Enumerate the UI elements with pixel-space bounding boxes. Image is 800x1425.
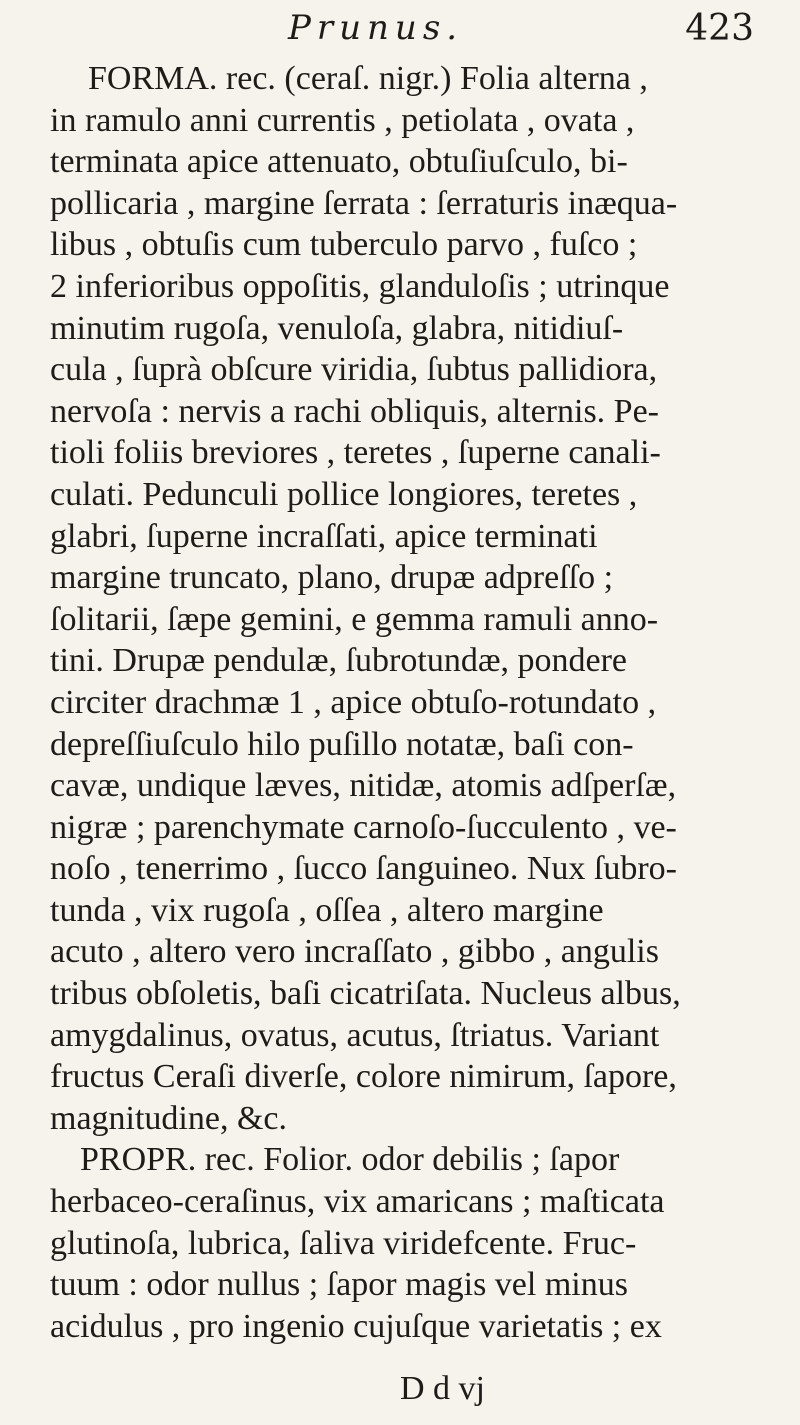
text-line: tuum : odor nullus ; ſapor magis vel minus (50, 1266, 628, 1304)
text-line: cavæ, undique læves, nitidæ, atomis adſperſæ, (50, 767, 677, 805)
text-line: culati. Pedunculi pollice longiores, teretes , (50, 475, 638, 513)
text-line: cula , ſuprà obſcure viridia, ſubtus pallidiora, (50, 351, 658, 389)
text-line: tunda , vix rugoſa , oſſea , altero margine (50, 891, 604, 929)
signature-mark: D d vj (400, 1370, 485, 1407)
running-title: Prunus. (288, 8, 464, 48)
text-line: pollicaria , margine ſerrata : ſerraturis inæqua- (50, 184, 678, 222)
text-line: nervoſa : nervis a rachi obliquis, alternis. Pe- (50, 392, 659, 430)
text-line: circiter drachmæ 1 , apice obtuſo-rotundato , (50, 683, 657, 721)
text-line: terminata apice attenuato, obtuſiuſculo, bi- (50, 143, 628, 181)
text-line: tribus obſoletis, baſi cicatriſata. Nucleus albus, (50, 975, 681, 1013)
text-line: minutim rugoſa, venuloſa, glabra, nitidiuſ- (50, 309, 624, 347)
text-line: acuto , altero vero incraſſato , gibbo , angulis (50, 933, 659, 971)
text-line: tioli foliis breviores , teretes , ſuperne canali- (50, 434, 661, 472)
text-line: tini. Drupæ pendulæ, ſubrotundæ, pondere (50, 642, 628, 680)
text-line: acidulus , pro ingenio cujuſque varietatis ; ex (50, 1307, 662, 1345)
text-line: fructus Ceraſi diverſe, colore nimirum, ſapore, (50, 1058, 677, 1096)
text-line: noſo , tenerrimo , ſucco ſanguineo. Nux ſubro- (50, 850, 677, 888)
text-line: 2 inferioribus oppoſitis, glanduloſis ; utrinque (50, 267, 670, 305)
text-line: glabri, ſuperne incraſſati, apice terminati (50, 517, 598, 555)
body-text (50, 58, 790, 1347)
text-line: herbaceo-ceraſinus, vix amaricans ; maſticata (50, 1183, 665, 1221)
text-line: nigræ ; parenchymate carnoſo-ſucculento , ve- (50, 808, 677, 846)
text-line: in ramulo anni currentis , petiolata , ovata , (50, 101, 635, 139)
text-line: depreſſiuſculo hilo puſillo notatæ, baſi con- (50, 725, 634, 763)
text-line: ſolitarii, ſæpe gemini, e gemma ramuli anno- (50, 600, 659, 638)
text-line: PROPR. rec. Folior. odor debilis ; ſapor (80, 1141, 620, 1179)
page-header (60, 6, 760, 64)
text-line: margine truncato, plano, drupæ adpreſſo ; (50, 559, 614, 597)
text-line: FORMA. rec. (ceraſ. nigr.) Folia alterna , (88, 60, 648, 97)
text-line: amygdalinus, ovatus, acutus, ſtriatus. Variant (50, 1016, 660, 1054)
text-line: magnitudine, &c. (50, 1099, 288, 1137)
text-line: libus , obtuſis cum tuberculo parvo , fuſco ; (50, 226, 638, 264)
page-number: 423 (685, 8, 754, 49)
text-line: glutinoſa, lubrica, ſaliva viridefcente. Fruc- (50, 1224, 637, 1262)
